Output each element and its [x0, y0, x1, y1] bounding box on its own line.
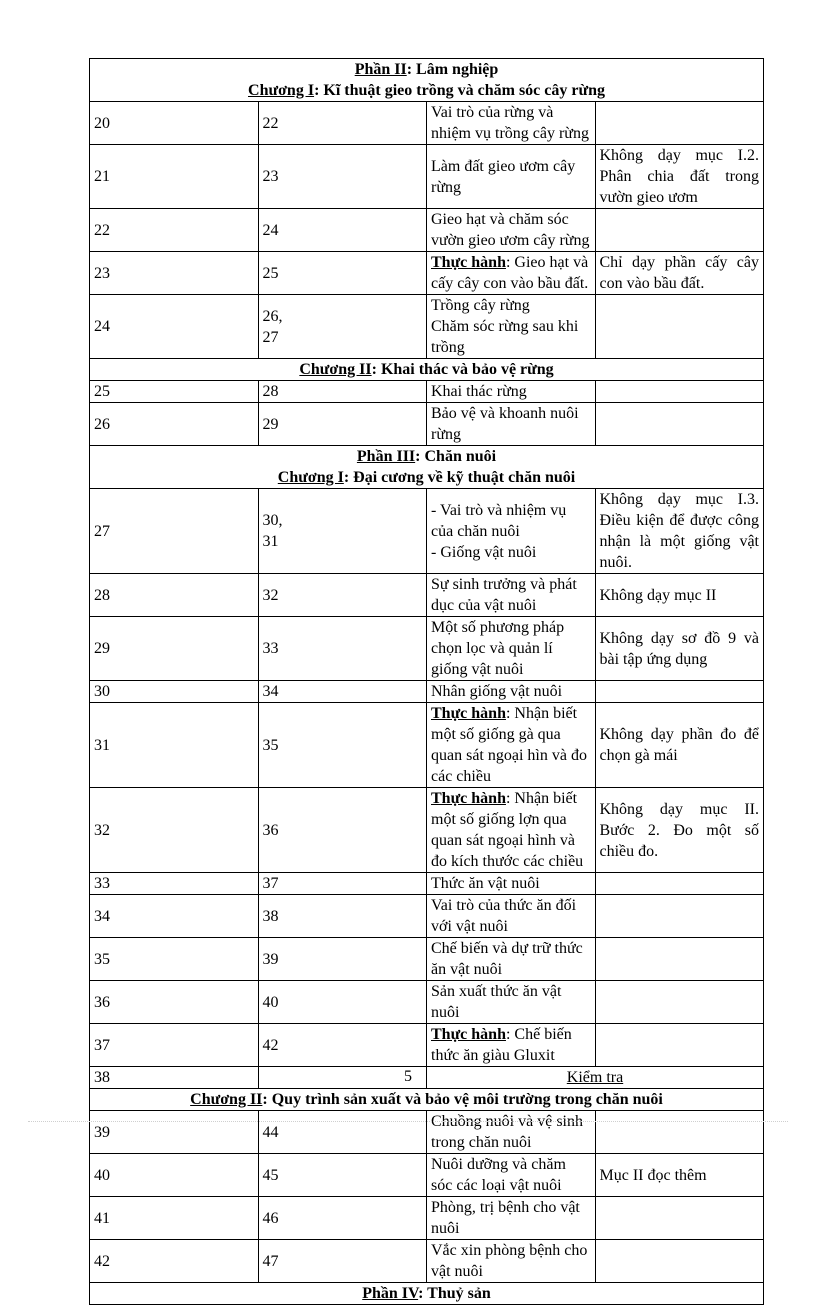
section-header	[90, 446, 764, 489]
table-row	[90, 895, 764, 938]
week-cell: 28	[90, 574, 259, 617]
note-cell: Không dạy mục I.2. Phân chia đất trong vườn gieo ươm	[595, 145, 764, 209]
title-cell: Phòng, trị bệnh cho vật nuôi	[427, 1197, 596, 1240]
part-title: : Thuỷ sản	[418, 1285, 491, 1302]
part-label: Phần III	[356, 448, 416, 465]
title-cell: Chế biến và dự trữ thức ăn vật nuôi	[427, 938, 596, 981]
title-text: : Nhận biết một số giống lợn qua quan sát ngoại hình và đo kích thước các chiều	[431, 790, 584, 870]
lesson-cell: 22	[258, 102, 427, 145]
note-cell: Không dạy sơ đồ 9 và bài tập ứng dụng	[595, 617, 764, 681]
section-header-row	[90, 59, 764, 102]
lesson-cell: 23	[258, 145, 427, 209]
chapter-title: : Đại cương về kỹ thuật chăn nuôi	[343, 469, 576, 486]
title-cell	[427, 703, 596, 788]
lesson-cell: 32	[258, 574, 427, 617]
section-header	[90, 1283, 764, 1305]
week-cell: 29	[90, 617, 259, 681]
note-cell: Mục II đọc thêm	[595, 1154, 764, 1197]
lesson-number: 27	[262, 328, 279, 346]
week-cell: 39	[90, 1111, 259, 1154]
title-text: - Vai trò và nhiệm vụ của chăn nuôi	[431, 501, 567, 540]
lesson-cell: 34	[258, 681, 427, 703]
table-row	[90, 489, 764, 574]
title-cell	[427, 1024, 596, 1067]
title-cell: Nuôi dưỡng và chăm sóc các loại vật nuôi	[427, 1154, 596, 1197]
practice-label: Thực hành	[431, 705, 506, 722]
lesson-cell: 42	[258, 1024, 427, 1067]
table-row	[90, 403, 764, 446]
title-cell: Chuồng nuôi và vệ sinh trong chăn nuôi	[427, 1111, 596, 1154]
note-cell	[595, 403, 764, 446]
note-cell	[595, 102, 764, 145]
note-cell	[595, 895, 764, 938]
title-cell	[427, 295, 596, 359]
title-text: : Nhận biết một số giống gà qua quan sát ngoại hìn và đo các chiều	[431, 705, 587, 785]
week-cell: 23	[90, 252, 259, 295]
lesson-cell: 38	[258, 895, 427, 938]
lesson-cell: 46	[258, 1197, 427, 1240]
lesson-cell: 39	[258, 938, 427, 981]
table-row	[90, 1197, 764, 1240]
note-cell: Không dạy mục II	[595, 574, 764, 617]
chapter-header-row	[90, 1089, 764, 1111]
week-cell: 22	[90, 209, 259, 252]
page-number: 5	[404, 1068, 412, 1085]
footer-divider	[28, 1121, 788, 1122]
part-label: Phần IV	[362, 1285, 419, 1302]
week-cell: 31	[90, 703, 259, 788]
practice-label: Thực hành	[431, 1026, 506, 1043]
table-row	[90, 788, 764, 873]
chapter-label: Chương I	[277, 469, 344, 486]
title-text: Chăm sóc rừng sau khi trồng	[431, 318, 579, 356]
note-cell: Chỉ dạy phần cấy cây con vào bầu đất.	[595, 252, 764, 295]
note-cell	[595, 681, 764, 703]
lesson-cell: 33	[258, 617, 427, 681]
week-cell: 25	[90, 381, 259, 403]
title-cell: Vai trò của thức ăn đối với vật nuôi	[427, 895, 596, 938]
table-row	[90, 681, 764, 703]
note-cell	[595, 209, 764, 252]
note-cell	[595, 1240, 764, 1283]
lesson-cell: 45	[258, 1154, 427, 1197]
section-header-row	[90, 446, 764, 489]
lesson-cell	[258, 489, 427, 574]
chapter-header-row	[90, 359, 764, 381]
table-row	[90, 873, 764, 895]
part-heading	[94, 446, 759, 467]
table-row	[90, 938, 764, 981]
note-cell: Không dạy phần đo để chọn gà mái	[595, 703, 764, 788]
week-cell: 26	[90, 403, 259, 446]
part-title: : Chăn nuôi	[415, 448, 497, 465]
week-cell: 32	[90, 788, 259, 873]
title-cell: Gieo hạt và chăm sóc vườn gieo ươm cây rừng	[427, 209, 596, 252]
chapter-title: : Khai thác và bảo vệ rừng	[371, 361, 554, 378]
title-cell: Làm đất gieo ươm cây rừng	[427, 145, 596, 209]
table-row	[90, 252, 764, 295]
table-row	[90, 102, 764, 145]
title-cell: Thức ăn vật nuôi	[427, 873, 596, 895]
chapter-title: : Quy trình sản xuất và bảo vệ môi trường trong chăn nuôi	[262, 1091, 663, 1108]
note-cell	[595, 873, 764, 895]
week-cell: 38	[90, 1067, 259, 1089]
table-row	[90, 1154, 764, 1197]
table-row	[90, 574, 764, 617]
lesson-cell: 47	[258, 1240, 427, 1283]
title-text: - Giống vật nuôi	[431, 543, 537, 561]
chapter-title: : Kĩ thuật gieo trồng và chăm sóc cây rừng	[314, 82, 605, 99]
title-cell: Vai trò của rừng và nhiệm vụ trồng cây rừng	[427, 102, 596, 145]
table-row	[90, 1111, 764, 1154]
title-text: : Gieo hạt và cấy cây con vào bầu đất.	[431, 254, 589, 292]
lesson-cell: 37	[258, 873, 427, 895]
week-cell: 37	[90, 1024, 259, 1067]
lesson-number: 31	[262, 533, 279, 550]
note-cell: Không dạy mục I.3. Điều kiện để được công nhận là một giống vật nuôi.	[595, 489, 764, 574]
lesson-cell: 25	[258, 252, 427, 295]
title-cell: Bảo vệ và khoanh nuôi rừng	[427, 403, 596, 446]
lesson-cell	[258, 295, 427, 359]
table-row	[90, 617, 764, 681]
note-cell	[595, 1197, 764, 1240]
title-cell: Vắc xin phòng bệnh cho vật nuôi	[427, 1240, 596, 1283]
note-cell	[595, 938, 764, 981]
part-title: : Lâm nghiệp	[406, 61, 499, 78]
chapter-label: Chương II	[190, 1091, 263, 1108]
table-row	[90, 295, 764, 359]
lesson-number: 26,	[262, 307, 283, 325]
practice-label: Thực hành	[431, 254, 506, 271]
note-cell: Không dạy mục II. Bước 2. Đo một số chiều đo.	[595, 788, 764, 873]
lesson-cell: 28	[258, 381, 427, 403]
note-cell	[595, 1024, 764, 1067]
chapter-label: Chương I	[248, 82, 315, 99]
title-text: Trồng cây rừng	[431, 297, 530, 314]
exam-title: Kiểm tra	[566, 1069, 624, 1086]
week-cell: 24	[90, 295, 259, 359]
chapter-heading	[94, 467, 759, 488]
title-cell: Sản xuất thức ăn vật nuôi	[427, 981, 596, 1024]
note-cell	[595, 1111, 764, 1154]
title-cell	[427, 788, 596, 873]
week-cell: 42	[90, 1240, 259, 1283]
section-header-row	[90, 1283, 764, 1305]
part-heading	[94, 59, 759, 80]
lesson-cell: 36	[258, 788, 427, 873]
note-cell	[595, 381, 764, 403]
week-cell: 21	[90, 145, 259, 209]
title-cell: Một số phương pháp chọn lọc và quản lí giống vật nuôi	[427, 617, 596, 681]
table-row	[90, 1240, 764, 1283]
title-cell: Nhân giống vật nuôi	[427, 681, 596, 703]
curriculum-table	[89, 58, 764, 1305]
week-cell: 36	[90, 981, 259, 1024]
week-cell: 35	[90, 938, 259, 981]
chapter-label: Chương II	[299, 361, 372, 378]
section-header	[90, 59, 764, 102]
week-cell: 20	[90, 102, 259, 145]
table-row	[90, 381, 764, 403]
lesson-number: 30,	[262, 512, 283, 529]
lesson-cell: 24	[258, 209, 427, 252]
week-cell: 41	[90, 1197, 259, 1240]
title-cell	[427, 489, 596, 574]
chapter-heading	[90, 1089, 764, 1111]
part-label: Phần II	[354, 61, 407, 78]
lesson-cell: 40	[258, 981, 427, 1024]
note-cell	[595, 981, 764, 1024]
lesson-cell: 44	[258, 1111, 427, 1154]
week-cell: 27	[90, 489, 259, 574]
title-cell: Sự sinh trưởng và phát dục của vật nuôi	[427, 574, 596, 617]
chapter-heading	[90, 359, 764, 381]
week-cell: 40	[90, 1154, 259, 1197]
week-cell: 34	[90, 895, 259, 938]
table-row	[90, 981, 764, 1024]
chapter-heading	[94, 80, 759, 101]
table-row	[90, 703, 764, 788]
table-row	[90, 1024, 764, 1067]
note-cell	[595, 295, 764, 359]
lesson-cell: 35	[258, 703, 427, 788]
lesson-cell: 29	[258, 403, 427, 446]
week-cell: 30	[90, 681, 259, 703]
table-row	[90, 209, 764, 252]
title-cell	[427, 252, 596, 295]
table-row	[90, 145, 764, 209]
title-text: : Chế biến thức ăn giàu Gluxit	[431, 1026, 572, 1064]
week-cell: 33	[90, 873, 259, 895]
practice-label: Thực hành	[431, 790, 506, 807]
title-cell: Khai thác rừng	[427, 381, 596, 403]
